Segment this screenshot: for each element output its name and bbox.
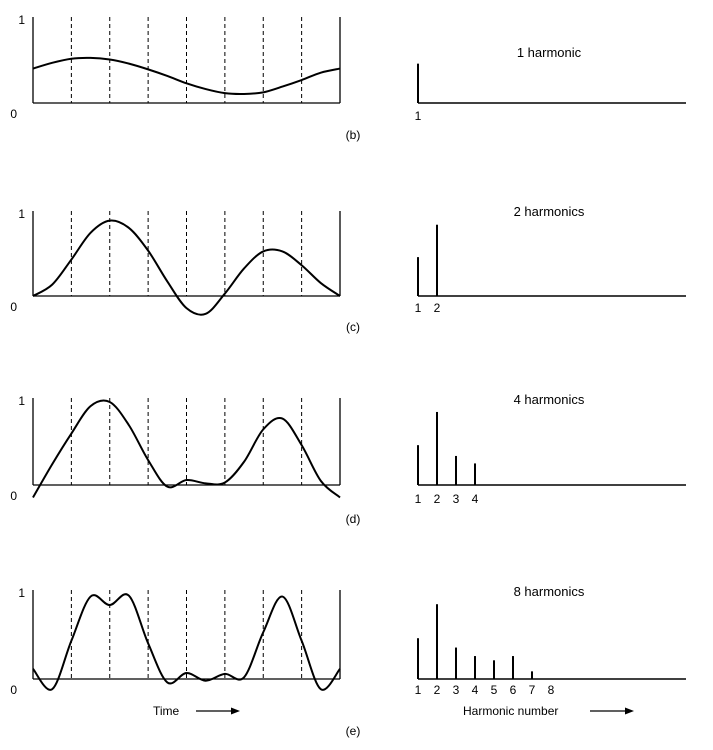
harmonic-tick-label: 2 xyxy=(433,492,441,506)
panel-label: (c) xyxy=(346,320,360,334)
harmonic-tick-label: 2 xyxy=(433,683,441,697)
y-tick-label-1: 1 xyxy=(18,13,25,27)
harmonic-tick-label: 4 xyxy=(471,492,479,506)
spectrum-title: 8 harmonics xyxy=(513,584,585,599)
y-tick-label-0: 0 xyxy=(10,300,17,314)
y-tick-label-1: 1 xyxy=(18,394,25,408)
spectrum-title: 2 harmonics xyxy=(513,204,585,219)
harmonic-tick-label: 8 xyxy=(547,683,555,697)
panel-label: (b) xyxy=(345,128,361,142)
harmonic-tick-label: 1 xyxy=(414,109,422,123)
harmonic-tick-label: 5 xyxy=(490,683,498,697)
harmonic-tick-label: 3 xyxy=(452,683,460,697)
harmonic-tick-label: 1 xyxy=(414,683,422,697)
y-tick-label-0: 0 xyxy=(10,489,17,503)
harmonic-arrow-head xyxy=(625,708,634,715)
harmonic-axis-label: Harmonic number xyxy=(463,704,559,718)
spectrum-title: 1 harmonic xyxy=(516,45,582,60)
harmonic-tick-label: 6 xyxy=(509,683,517,697)
y-tick-label-0: 0 xyxy=(10,683,17,697)
y-tick-label-1: 1 xyxy=(18,207,25,221)
harmonic-tick-label: 3 xyxy=(452,492,460,506)
y-tick-label-1: 1 xyxy=(18,586,25,600)
time-axis-label: Time xyxy=(153,704,180,718)
y-tick-label-0: 0 xyxy=(10,107,17,121)
harmonic-tick-label: 1 xyxy=(414,492,422,506)
panel-label: (d) xyxy=(345,512,361,526)
spectrum-title: 4 harmonics xyxy=(513,392,585,407)
time-arrow-head xyxy=(231,708,240,715)
harmonic-tick-label: 4 xyxy=(471,683,479,697)
panel-label: (e) xyxy=(345,724,361,738)
harmonic-tick-label: 2 xyxy=(433,301,441,315)
harmonic-tick-label: 1 xyxy=(414,301,422,315)
harmonic-tick-label: 7 xyxy=(528,683,536,697)
